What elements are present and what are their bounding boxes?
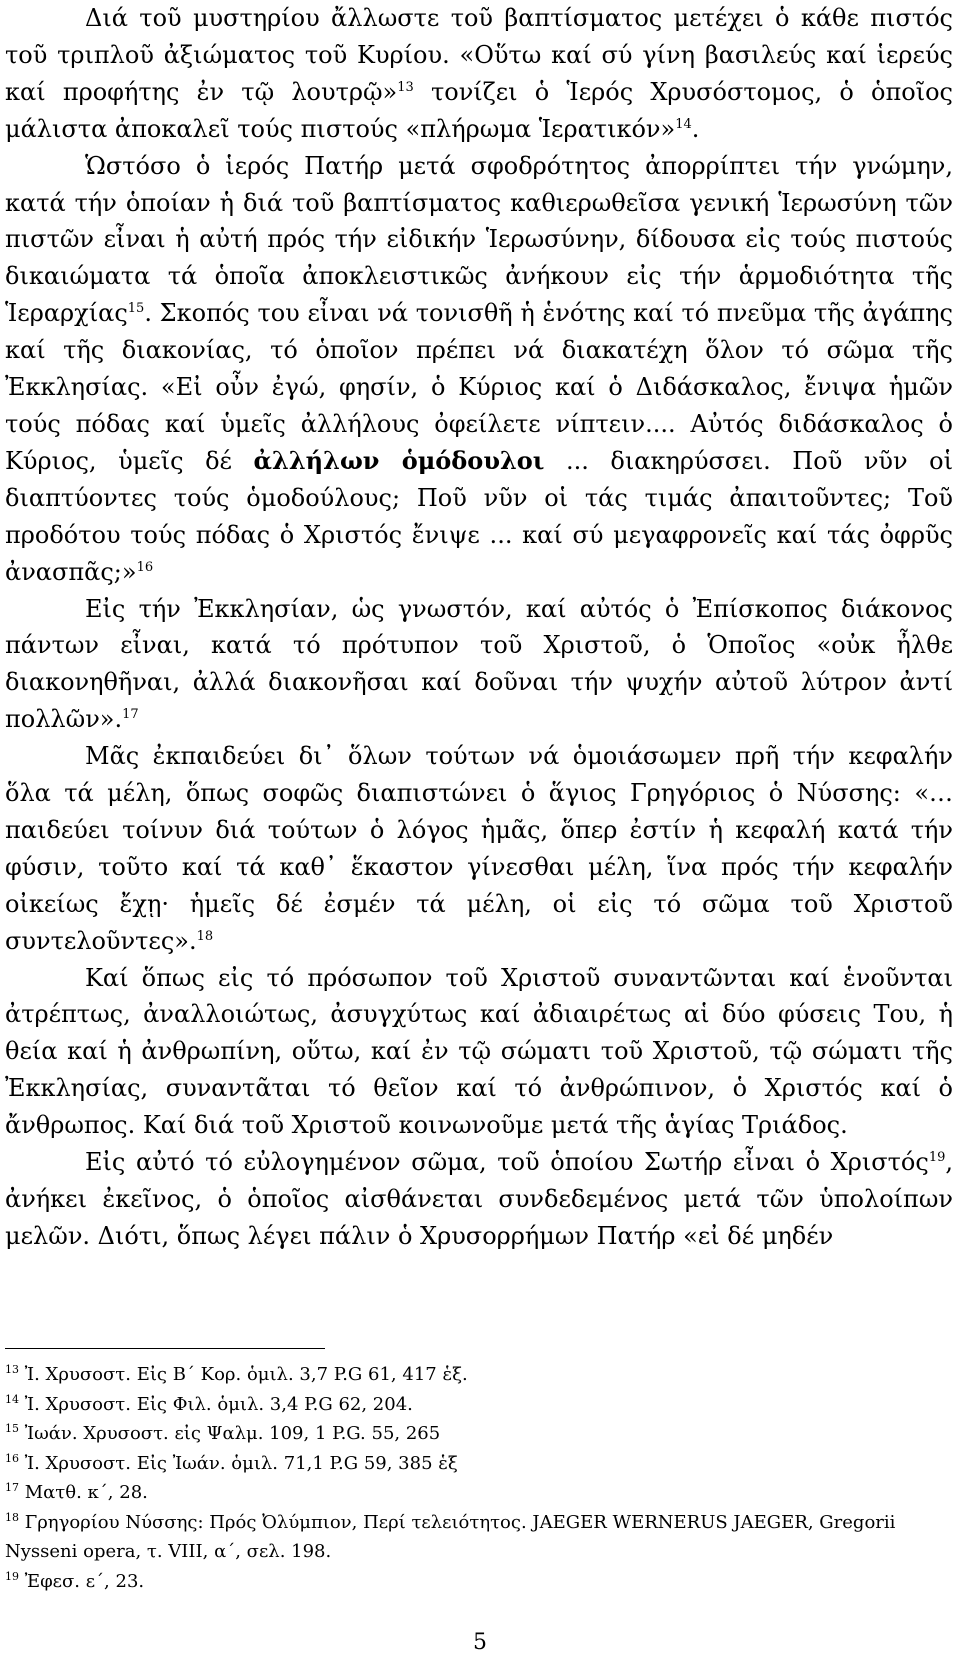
- text-run: .: [691, 114, 700, 143]
- footnote-text: Γρηγορίου Νύσσης: Πρός Ὀλύμπιον, Περί τελειότητος. JAEGER WERNERUS JAEGER, Gregorii Nysseni opera, τ. VIII, α΄, σελ. 198.: [5, 1511, 896, 1562]
- footnotes: [5, 1360, 953, 1596]
- footnote-number: 13: [5, 1363, 19, 1376]
- footnote-number: 18: [5, 1510, 19, 1524]
- footnote: [5, 1419, 953, 1449]
- paragraph: [5, 148, 953, 591]
- footnote: [5, 1567, 953, 1597]
- footnote-text: Ἰ. Χρυσοστ. Εἰς Ἰωάν. ὁμιλ. 71,1 P.G 59, 385 ἑξ: [19, 1452, 458, 1474]
- text-run: τονίζει ὁ Ἱερός Χρυσόστομος, ὁ ὁποῖος μάλιστα ἀποκαλεῖ τούς πιστούς «πλήρωμα Ἱερατικόν»: [5, 77, 953, 143]
- footnote-ref: 16: [136, 559, 154, 575]
- paragraph: [5, 738, 953, 959]
- footnote-text: Ἰ. Χρυσοστ. Εἰς Β΄ Κορ. ὁμιλ. 3,7 P.G 61, 417 ἑξ.: [19, 1364, 468, 1385]
- footnote-separator: [5, 1348, 325, 1349]
- text-run: Ὡστόσο ὁ ἱερός Πατήρ μετά σφοδρότητος ἀπορρίπτει τήν γνώμην, κατά τήν ὁποίαν ἡ διά τοῦ βαπτίσματος καθιερωθεῖσα γενική Ἱερωσύνη τῶν πιστῶν εἶναι ἡ αὐτή πρός τήν εἰδικήν Ἱερωσύνην, δίδουσα εἰς τούς πιστούς δικαιώματα τά ὁποῖα ἀποκλειστικῶς ἀνήκουν εἰς τήν ἁρμοδιότητα τῆς Ἱεραρχίας: [5, 151, 953, 328]
- footnote-ref: 17: [122, 707, 139, 723]
- paragraph: [5, 1144, 953, 1255]
- footnote-text: Ἰωάν. Χρυσοστ. εἰς Ψαλμ. 109, 1 P.G. 55, 265: [19, 1423, 441, 1444]
- page-number: 5: [473, 1630, 487, 1655]
- footnote-ref: 18: [196, 928, 214, 944]
- footnote: [5, 1449, 953, 1479]
- emphasized-text: ἀλλήλων ὁμόδουλοι: [253, 445, 545, 475]
- footnote-number: 17: [5, 1481, 19, 1494]
- footnote-number: 16: [5, 1451, 19, 1465]
- footnote: [5, 1478, 953, 1508]
- footnote-text: Ἰ. Χρυσοστ. Εἰς Φιλ. ὁμιλ. 3,4 P.G 62, 204.: [19, 1393, 413, 1415]
- footnote: [5, 1360, 953, 1390]
- footnote-ref: 15: [127, 301, 145, 317]
- text-run: Εἰς αὐτό τό εὐλογημένον σῶμα, τοῦ ὁποίου Σωτήρ εἶναι ὁ Χριστός: [85, 1148, 929, 1177]
- text-run: Διά τοῦ μυστηρίου ἄλλωστε τοῦ βαπτίσματος μετέχει ὁ κάθε πιστός τοῦ τριπλοῦ ἀξιώματος τοῦ Κυρίου. «Οὕτω καί σύ γίνη βασιλεύς καί ἱερεύς καί προφήτης ἐν τῷ λουτρῷ»: [5, 4, 953, 106]
- text-run: ... διακηρύσσει. Ποῦ νῦν οἱ διαπτύοντες τούς ὁμοδούλους; Ποῦ νῦν οἱ τάς τιμάς ἀπαιτοῦντες; Τοῦ προδότου τούς πόδας ὁ Χριστός ἔνιψε ... καί σύ μεγαφρονεῖς καί τάς ὀφρῦς ἀνασπᾶς;»: [5, 446, 953, 586]
- text-run: Εἰς τήν Ἐκκλησίαν, ὡς γνωστόν, καί αὐτός ὁ Ἐπίσκοπος διάκονος πάντων εἶναι, κατά τό πρότυπον τοῦ Χριστοῦ, ὁ Ὁποῖος «οὐκ ἦλθε διακονηθῆναι, ἀλλά διακονῆσαι καί δοῦναι τήν ψυχήν αὐτοῦ λύτρον ἀντί πολλῶν».: [5, 594, 953, 734]
- text-run: . Σκοπός του εἶναι νά τονισθῆ ἡ ἑνότης καί τό πνεῦμα τῆς ἀγάπης καί τῆς διακονίας, τό ὁποῖον πρέπει νά διακατέχη ὅλον τό σῶμα τῆς Ἐκκλησίας. «Εἰ οὖν ἐγώ, φησίν, ὁ Κύριος καί ὁ Διδάσκαλος, ἔνιψα ἡμῶν τούς πόδας καί ὑμεῖς ἀλλήλους ὀφείλετε νίπτειν.... Αὐτός διδάσκαλος ὁ Κύριος, ὑμεῖς δέ: [5, 299, 953, 475]
- footnote-ref: 19: [928, 1150, 946, 1166]
- footnote: [5, 1508, 953, 1567]
- paragraph: [5, 591, 953, 739]
- paragraph: [5, 960, 953, 1145]
- paragraph: [5, 0, 953, 148]
- footnote-ref: 14: [675, 116, 692, 132]
- footnote-number: 15: [5, 1422, 19, 1435]
- text-run: Καί ὅπως εἰς τό πρόσωπον τοῦ Χριστοῦ συναντῶνται καί ἑνοῦνται ἀτρέπτως, ἀναλλοιώτως, ἀσυγχύτως καί ἀδιαιρέτως αἱ δύο φύσεις Του, ἡ θεία καί ἡ ἀνθρωπίνη, οὕτω, καί ἐν τῷ σώματι τοῦ Χριστοῦ, τῷ σώματι τῆς Ἐκκλησίας, συναντᾶται τό θεῖον καί τό ἀνθρώπινον, ὁ Χριστός καί ὁ ἄνθρωπος. Καί διά τοῦ Χριστοῦ κοινωνοῦμε μετά τῆς ἁγίας Τριάδος.: [5, 963, 953, 1140]
- footnote: [5, 1390, 953, 1420]
- footnote-text: Ἐφεσ. ε΄, 23.: [19, 1570, 145, 1592]
- footnote-ref: 13: [397, 79, 414, 95]
- footnote-text: Ματθ. κ΄, 28.: [19, 1482, 148, 1503]
- main-text: [5, 0, 953, 1255]
- text-run: Μᾶς ἐκπαιδεύει δι᾽ ὅλων τούτων νά ὁμοιάσωμεν πρῆ τήν κεφαλήν ὅλα τά μέλη, ὅπως σοφῶς διαπιστώνει ὁ ἅγιος Γρηγόριος ὁ Νύσσης: «…παιδεύει τοίνυν διά τούτων ὁ λόγος ἡμᾶς, ὅπερ ἐστίν ἡ κεφαλή κατά τήν φύσιν, τοῦτο καί τά καθ᾽ ἕκαστον γίνεσθαι μέλη, ἵνα πρός τήν κεφαλήν οἰκείως ἔχῃ· ἡμεῖς δέ ἐσμέν τά μέλη, οἱ εἰς τό σῶμα τοῦ Χριστοῦ συντελοῦντες».: [5, 742, 953, 955]
- text-run: , ἀνήκει ἐκεῖνος, ὁ ὁποῖος αἰσθάνεται συνδεδεμένος μετά τῶν ὑπολοίπων μελῶν. Διότι, ὅπως λέγει πάλιν ὁ Χρυσορρήμων Πατήρ «εἰ δέ μηδέν: [5, 1148, 953, 1250]
- footnote-number: 14: [5, 1392, 19, 1406]
- footnote-number: 19: [5, 1569, 19, 1583]
